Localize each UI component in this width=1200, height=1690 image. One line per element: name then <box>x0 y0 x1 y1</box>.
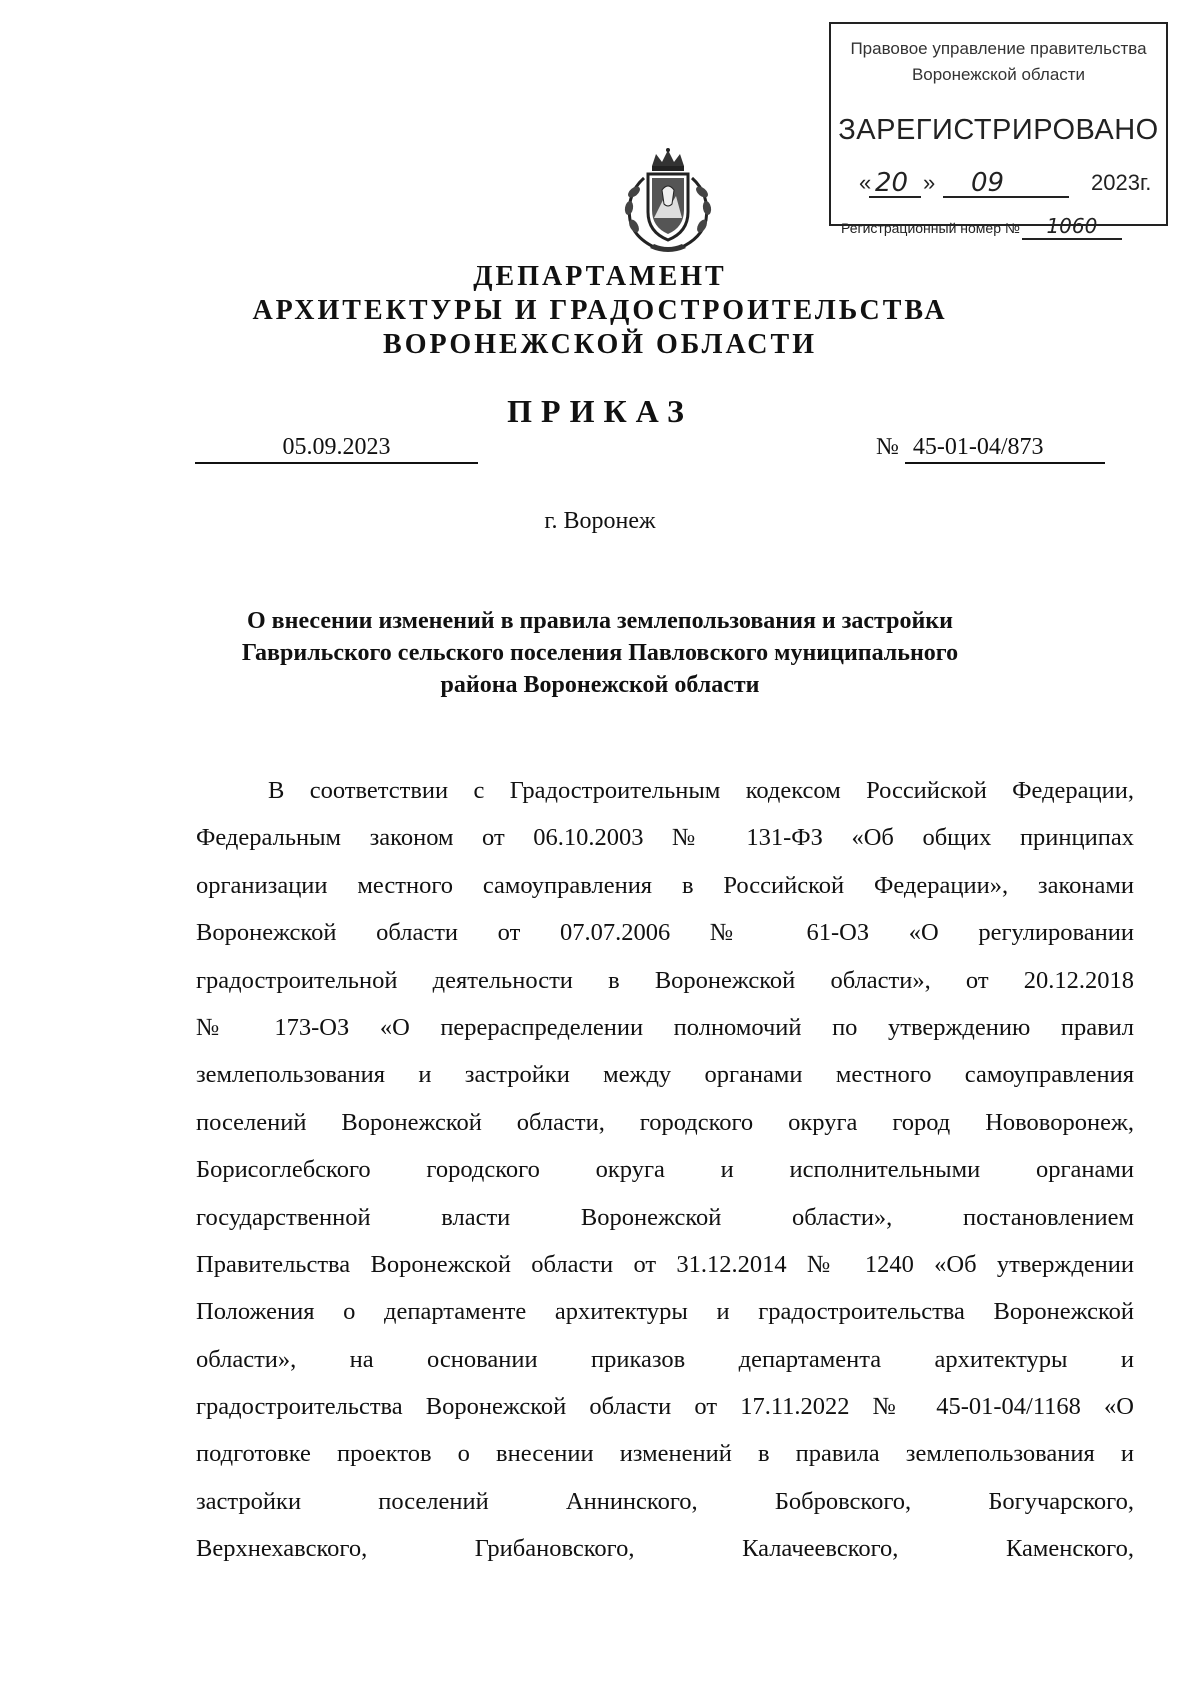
coat-of-arms-icon <box>612 148 724 256</box>
body-line: Положения о департаменте архитектуры и градостроительства Воронежской <box>196 1298 1134 1326</box>
subject-line1: О внесении изменений в правила землепользования и застройки <box>247 608 953 634</box>
stamp-title: ЗАРЕГИСТРИРОВАНО <box>838 114 1159 146</box>
stamp-org-line2: Воронежской области <box>911 65 1086 84</box>
stamp-org-line1: Правовое управление правительства <box>850 39 1147 58</box>
body-line: области», на основании приказов департамента архитектуры и <box>196 1345 1134 1373</box>
body-line: землепользования и застройки между органами местного самоуправления <box>196 1061 1134 1089</box>
body-line: Федеральным законом от 06.10.2003 № 131-ФЗ «Об общих принципах <box>196 824 1134 852</box>
body-line: подготовке проектов о внесении изменений в правила землепользования и <box>196 1440 1134 1468</box>
body-line: Борисоглебского городского округа и исполнительными органами <box>196 1156 1134 1184</box>
stamp-date-day: 20 <box>875 168 909 198</box>
order-number-label: № <box>876 434 899 460</box>
body-line: организации местного самоуправления в Российской Федерации», законами <box>196 871 1134 899</box>
order-date: 05.09.2023 <box>195 432 478 464</box>
stamp-reg-value: 1060 <box>1022 214 1122 240</box>
body-line: Верхнехавского, Грибановского, Калачеевского, Каменского, <box>196 1535 1134 1563</box>
body-line: Воронежской области от 07.07.2006 № 61-ОЗ «О регулировании <box>196 919 1134 947</box>
body-paragraph <box>196 767 1134 1573</box>
stamp-registration-number <box>841 214 1161 240</box>
subject-line2: Гаврильского сельского поселения Павловского муниципального <box>241 640 959 666</box>
stamp-reg-label: Регистрационный номер № <box>841 220 1020 236</box>
body-line: градостроительной деятельности в Воронежской области», от 20.12.2018 <box>196 966 1134 994</box>
body-line: В соответствии с Градостроительным кодексом Российской Федерации, <box>268 777 1134 804</box>
city: г. Воронеж <box>544 508 656 534</box>
dept-line1: ДЕПАРТАМЕНТ <box>473 261 727 292</box>
body-line: Правительства Воронежской области от 31.12.2014 № 1240 «Об утверждении <box>196 1250 1134 1278</box>
document-type-title: ПРИКАЗ <box>507 393 693 429</box>
dept-line2: АРХИТЕКТУРЫ И ГРАДОСТРОИТЕЛЬСТВА <box>252 295 948 326</box>
order-number: 45-01-04/873 <box>905 432 1105 464</box>
stamp-date: « 20 » 09 2023г. <box>859 168 1152 198</box>
order-number-block <box>876 432 1105 464</box>
body-line: № 173-ОЗ «О перераспределении полномочий по утверждению правил <box>196 1013 1134 1041</box>
body-line: градостроительства Воронежской области от 17.11.2022 № 45-01-04/1168 «О <box>196 1393 1134 1421</box>
dept-line3: ВОРОНЕЖСКОЙ ОБЛАСТИ <box>383 329 817 360</box>
stamp-organization <box>831 36 1166 88</box>
body-line: государственной власти Воронежской области», постановлением <box>196 1203 1134 1231</box>
department-header <box>0 260 1200 362</box>
body-line: поселений Воронежской области, городского округа город Нововоронеж, <box>196 1108 1134 1136</box>
order-subject <box>150 605 1050 701</box>
stamp-date-year: 2023г. <box>1091 170 1152 195</box>
subject-line3: района Воронежской области <box>440 672 760 698</box>
body-line: застройки поселений Аннинского, Бобровского, Богучарского, <box>196 1487 1134 1515</box>
registration-stamp <box>829 22 1168 238</box>
stamp-date-month: 09 <box>971 168 1005 198</box>
